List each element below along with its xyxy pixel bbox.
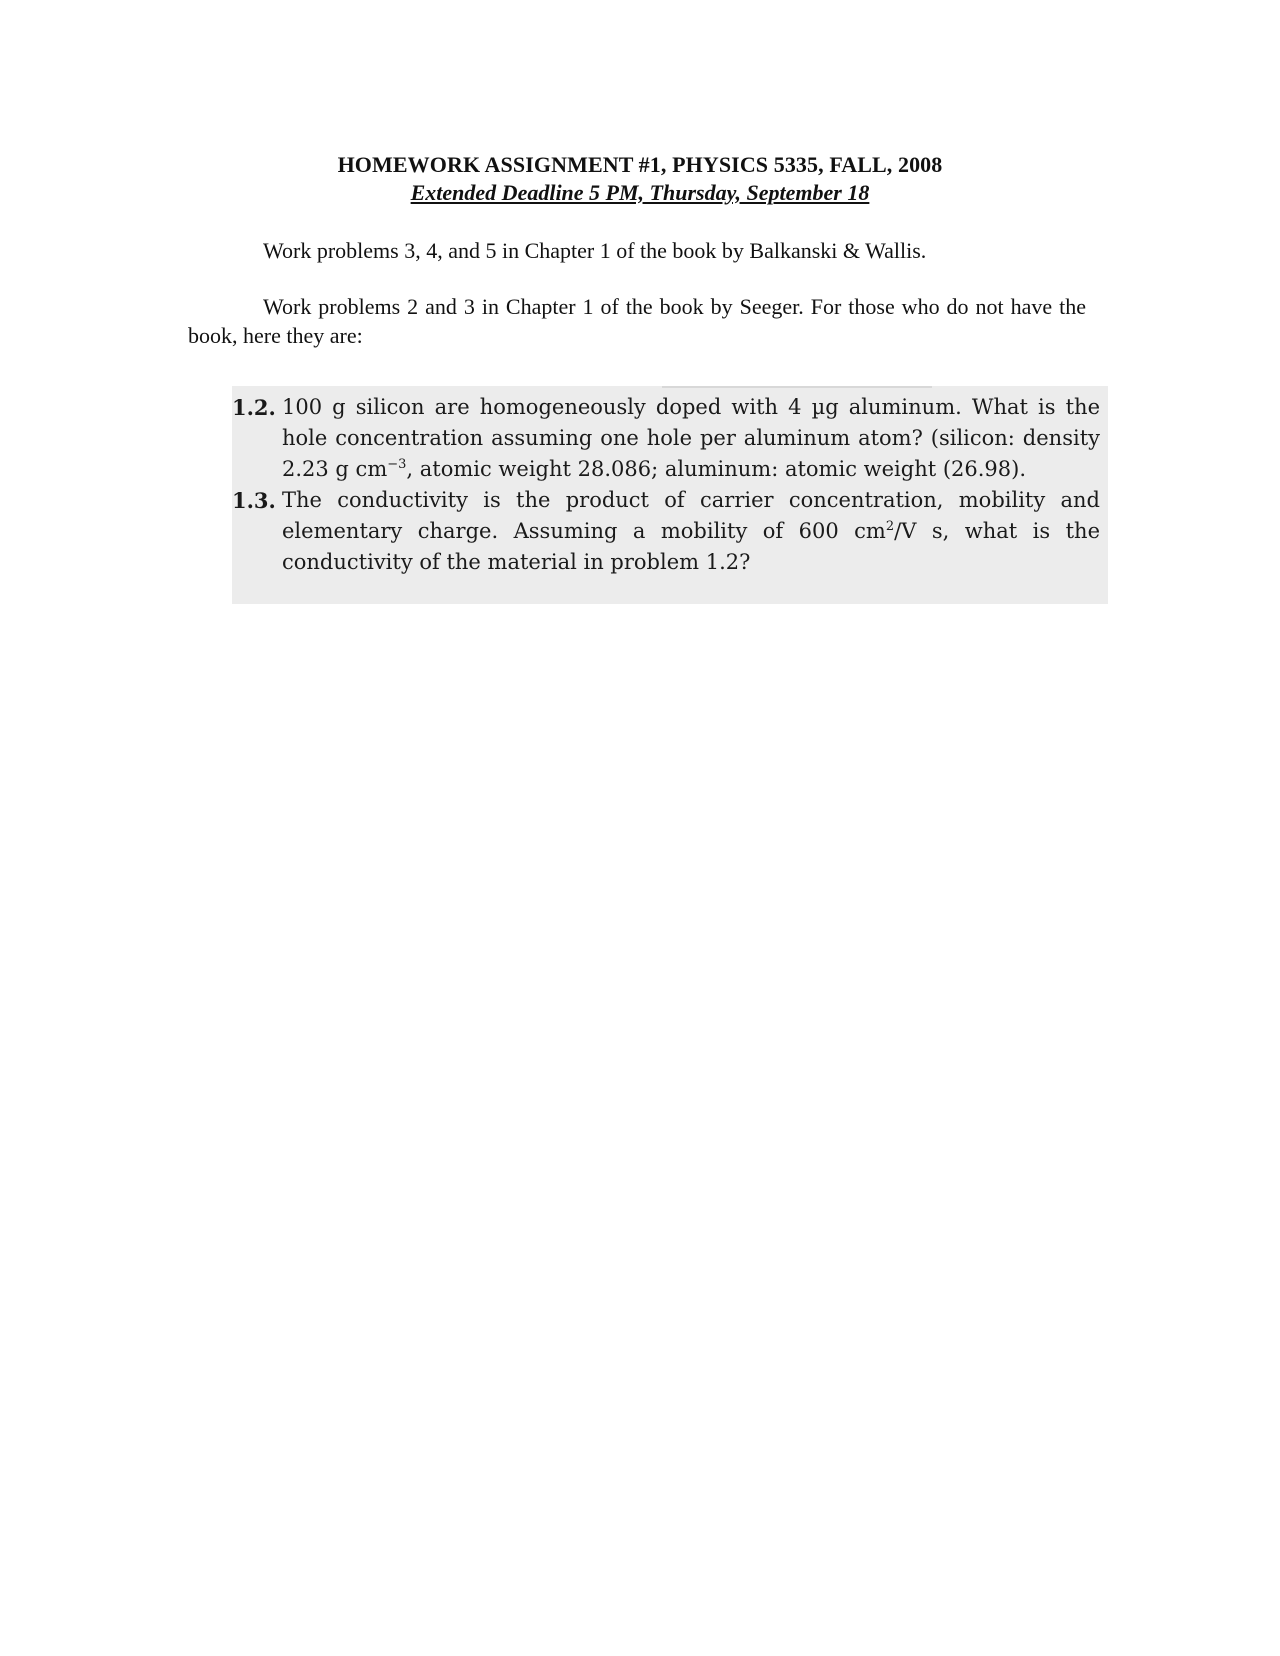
- instruction-paragraph-2: Work problems 2 and 3 in Chapter 1 of the book by Seeger. For those who do not have the book, here they are:: [188, 294, 1086, 348]
- problem-text-part: 100 g silicon are homogeneously doped with 4 µg aluminum. What is the hole concentration assuming one hole per aluminum atom? (silicon: density 2.23 g cm: [282, 395, 1100, 481]
- problem-number: 1.3.: [232, 488, 276, 513]
- superscript: −3: [387, 457, 407, 472]
- problem-text: [282, 392, 1100, 485]
- deadline-subtitle: Extended Deadline 5 PM, Thursday, September 18: [410, 180, 870, 205]
- problem-text-part: The conductivity is the product of carrier concentration, mobility and elementary charge. Assuming a mobility of 600 cm: [282, 488, 1100, 543]
- superscript: 2: [885, 519, 895, 534]
- problem-1-3: [232, 485, 1100, 578]
- scan-artifact-line: [662, 386, 932, 388]
- scanned-problems-image: [232, 386, 1108, 604]
- instruction-paragraph-1: Work problems 3, 4, and 5 in Chapter 1 of the book by Balkanski & Wallis.: [263, 238, 927, 263]
- problem-text: [282, 485, 1100, 578]
- assignment-title: HOMEWORK ASSIGNMENT #1, PHYSICS 5335, FALL, 2008: [337, 152, 943, 177]
- problem-text-part: /V s, what is the conductivity of the material in problem 1.2?: [282, 519, 1100, 574]
- problem-number: 1.2.: [232, 395, 276, 420]
- problem-text-part: , atomic weight 28.086; aluminum: atomic weight (26.98).: [406, 457, 1027, 481]
- problem-1-2: [232, 392, 1100, 485]
